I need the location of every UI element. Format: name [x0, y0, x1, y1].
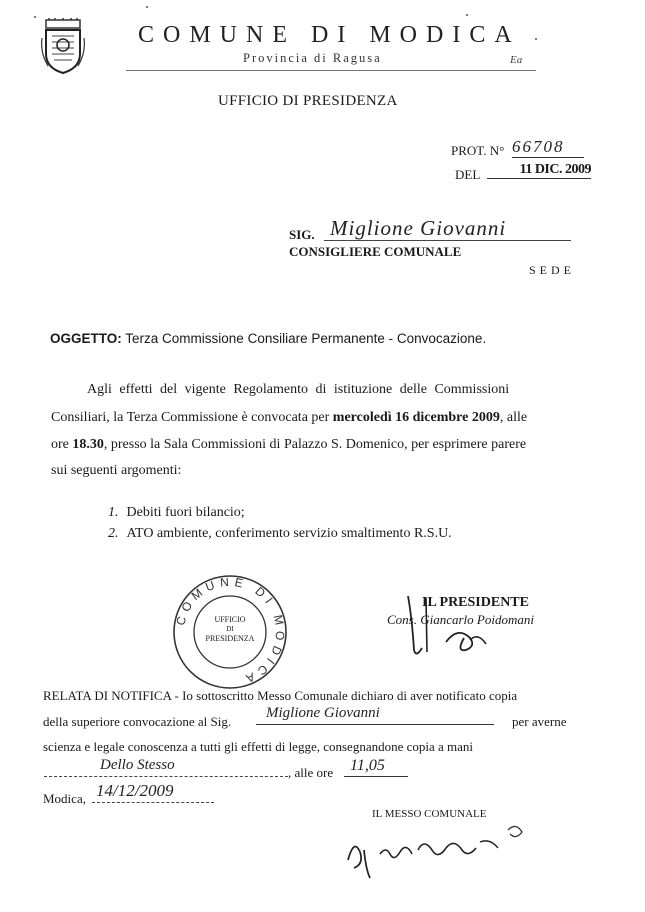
agenda-item-number: 1.	[108, 505, 119, 520]
agenda-item-text: ATO ambiente, conferimento servizio smaltimento R.S.U.	[126, 526, 452, 541]
delivery-time: 11,05	[344, 757, 408, 777]
messo-signature	[340, 820, 540, 880]
relata-line-3: scienza e legale conoscenza a tutti gli effetti di legge, consegnandone copia a mani	[43, 739, 474, 754]
prot-label: PROT. N°	[451, 143, 505, 158]
stamp-line-3: PRESIDENZA	[205, 634, 255, 643]
notification-date: 14/12/2009	[92, 781, 214, 803]
agenda-item	[108, 526, 452, 542]
subject-label: OGGETTO:	[50, 331, 122, 346]
president-title: IL PRESIDENTE	[422, 595, 529, 610]
agenda-item-text: Debiti fuori bilancio;	[126, 505, 245, 520]
recipient-role: CONSIGLIERE COMUNALE	[289, 244, 462, 259]
president-name: Cons. Giancarlo Poidomani	[387, 612, 534, 627]
relata-line-2-end: per averne	[512, 714, 567, 729]
sig-label: SIG.	[289, 227, 315, 242]
recipient-name: Miglione Giovanni	[330, 216, 507, 240]
recipient-underline	[324, 240, 571, 241]
body-line-3	[51, 437, 526, 453]
relata-line-4-end: , alle ore	[288, 765, 334, 780]
prot-number: 66708	[512, 137, 584, 158]
relata-line-1: RELATA DI NOTIFICA - Io sottoscritto Messo Comunale dichiaro di aver notificato copia	[43, 688, 518, 703]
agenda-item-number: 2.	[108, 526, 119, 541]
delivered-to: Dello Stesso	[44, 757, 288, 777]
meeting-date: mercoledì 16 dicembre 2009	[332, 410, 500, 425]
relata-line-2-start: della superiore convocazione al Sig.	[43, 714, 232, 729]
office-stamp	[171, 573, 289, 691]
municipality-title: COMUNE DI MODICA	[138, 22, 521, 48]
notified-name: Miglione Giovanni	[256, 705, 494, 725]
recipient-location: SEDE	[529, 263, 575, 277]
body-line-3-end: , presso la Sala Commissioni di Palazzo S. Domenico, per esprimere parere	[103, 437, 527, 452]
subject-line	[50, 331, 486, 346]
body-line-1: Agli effetti del vigente Regolamento di istituzione delle Commissioni	[87, 382, 510, 397]
body-line-3-start: ore	[51, 437, 73, 452]
scan-speck	[466, 14, 468, 16]
header-initials: Ea	[510, 54, 523, 66]
coat-of-arms-logo	[40, 18, 86, 74]
body-line-2-start: Consiliari, la Terza Commissione è convocata per	[51, 410, 333, 425]
body-line-2	[51, 410, 527, 426]
messo-title: IL MESSO COMUNALE	[372, 808, 487, 820]
stamp-ring-text: COMUNE DI MODICA	[173, 574, 288, 688]
relata-line-5-start: Modica,	[43, 791, 86, 806]
subject-text: Terza Commissione Consiliare Permanente - Convocazione.	[125, 331, 487, 346]
scan-speck	[535, 38, 537, 40]
meeting-time: 18.30	[72, 437, 104, 452]
body-line-2-end: , alle	[499, 410, 528, 425]
scan-speck	[34, 16, 36, 18]
header-rule	[126, 70, 536, 71]
body-line-4: sui seguenti argomenti:	[51, 463, 182, 478]
scan-speck	[146, 6, 148, 8]
province-subtitle: Provincia di Ragusa	[243, 51, 382, 65]
office-title: UFFICIO DI PRESIDENZA	[218, 93, 398, 109]
president-signature	[386, 588, 526, 668]
del-label: DEL	[455, 167, 481, 182]
agenda-item	[108, 505, 245, 521]
stamp-line-1: UFFICIO	[214, 615, 246, 624]
stamp-line-2: DI	[226, 625, 234, 633]
del-date: 11 DIC. 2009	[487, 162, 591, 179]
